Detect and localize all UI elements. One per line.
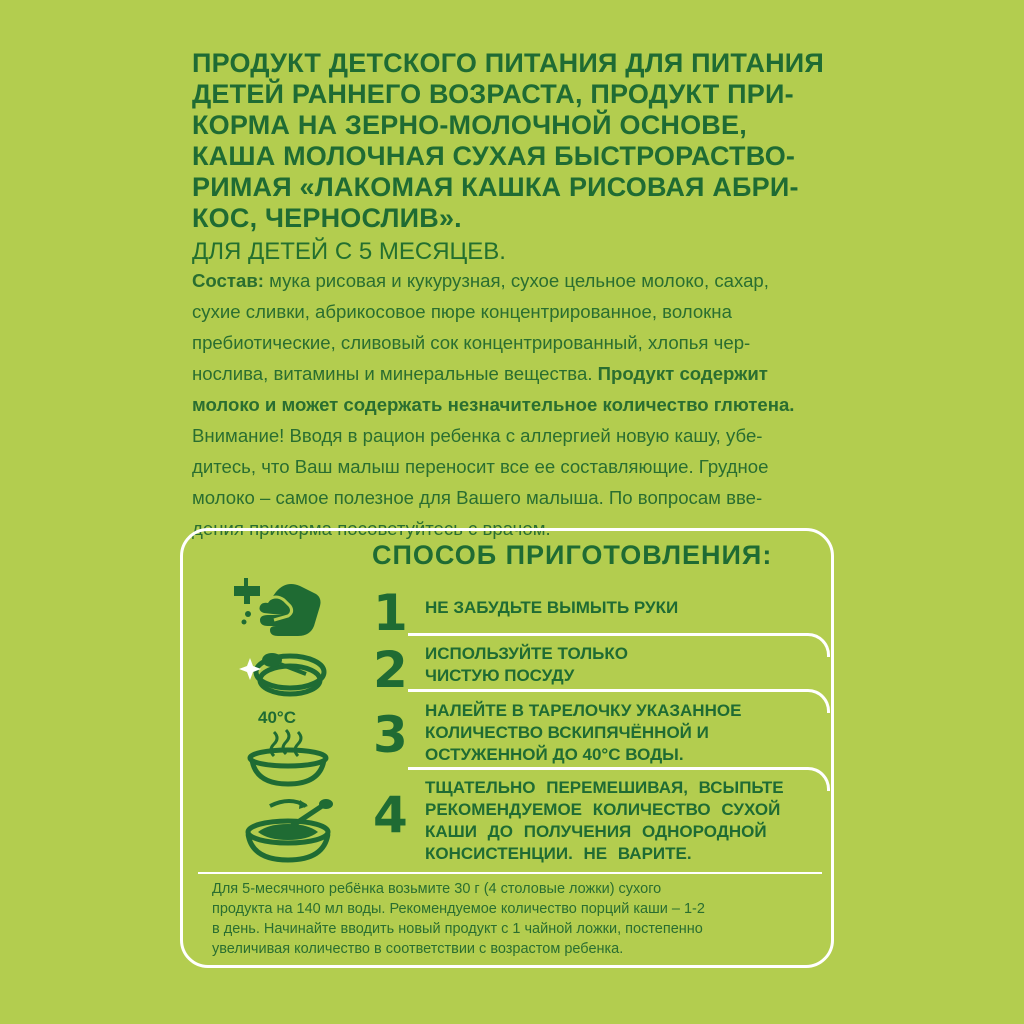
- composition-line: Состав: мука рисовая и кукурузная, сухое цельное молоко, сахар,: [192, 270, 769, 291]
- warning-line: дитесь, что Ваш малыш переносит все ее составляющие. Грудное: [192, 456, 769, 477]
- step-number: 2: [373, 641, 408, 699]
- warning-line: Внимание! Вводя в рацион ребенка с аллергией новую кашу, убе-: [192, 425, 763, 446]
- title-line: ДЕТЕЙ РАННЕГО ВОЗРАСТА, ПРОДУКТ ПРИ-: [192, 79, 794, 109]
- composition-line: пребиотические, сливовый сок концентрированный, хлопья чер-: [192, 332, 751, 353]
- warm-water-bowl-icon: [244, 728, 332, 788]
- allergen-line: молоко и может содержать незначительное количество глютена.: [192, 394, 795, 415]
- title-line: ПРОДУКТ ДЕТСКОГО ПИТАНИЯ ДЛЯ ПИТАНИЯ: [192, 48, 824, 78]
- step-text: ИСПОЛЬЗУЙТЕ ТОЛЬКО ЧИСТУЮ ПОСУДУ: [425, 644, 628, 685]
- composition-line: сухие сливки, абрикосовое пюре концентрированное, волокна: [192, 301, 732, 322]
- age-label: ДЛЯ ДЕТЕЙ С 5 МЕСЯЦЕВ.: [192, 238, 506, 265]
- step-number: 3: [373, 706, 408, 764]
- note-line: в день. Начинайте вводить новый продукт с 1 чайной ложки, постепенно: [212, 921, 703, 937]
- temperature-label: 40°C: [258, 708, 296, 727]
- hand-washing-icon: [228, 570, 328, 640]
- warning-line: молоко – самое полезное для Вашего малыша. По вопросам вве-: [192, 487, 763, 508]
- warning-line: дения прикорма посоветуйтесь с врачом.: [192, 518, 551, 539]
- composition-line: нослива, витамины и минеральные вещества. Продукт содержит: [192, 363, 768, 384]
- step-divider: [408, 689, 806, 692]
- product-title: [192, 48, 832, 234]
- title-line: КОРМА НА ЗЕРНО-МОЛОЧНОЙ ОСНОВЕ,: [192, 110, 747, 140]
- dosage-note: [212, 879, 818, 959]
- composition-block: [192, 265, 832, 544]
- stirring-bowl-icon: [242, 796, 334, 864]
- step-text: НЕ ЗАБУДЬТЕ ВЫМЫТЬ РУКИ: [425, 598, 679, 617]
- clean-bowl-icon: [236, 642, 328, 702]
- step-text: ТЩАТЕЛЬНО ПЕРЕМЕШИВАЯ, ВСЫПЬТЕ РЕКОМЕНДУЕМОЕ КОЛИЧЕСТВО СУХОЙ КАШИ ДО ПОЛУЧЕНИЯ ОДНОРОДНОЙ КОНСИСТЕНЦИИ. НЕ ВАРИТЕ.: [425, 778, 784, 863]
- title-line: КАША МОЛОЧНАЯ СУХАЯ БЫСТРОРАСТВО-: [192, 141, 796, 171]
- step-number: 1: [373, 584, 408, 642]
- title-line: РИМАЯ «ЛАКОМАЯ КАШКА РИСОВАЯ АБРИ-: [192, 172, 799, 202]
- title-line: КОС, ЧЕРНОСЛИВ».: [192, 203, 462, 233]
- note-line: продукта на 140 мл воды. Рекомендуемое количество порций каши – 1-2: [212, 901, 705, 917]
- step-divider: [408, 633, 806, 636]
- step-number: 4: [373, 786, 408, 844]
- composition-label: Состав:: [192, 270, 264, 291]
- note-line: Для 5-месячного ребёнка возьмите 30 г (4 столовые ложки) сухого: [212, 881, 662, 897]
- method-title: СПОСОБ ПРИГОТОВЛЕНИЯ:: [372, 540, 773, 570]
- step-text: НАЛЕЙТЕ В ТАРЕЛОЧКУ УКАЗАННОЕ КОЛИЧЕСТВО ВСКИПЯЧЁННОЙ И ОСТУЖЕННОЙ ДО 40°С ВОДЫ.: [425, 701, 742, 764]
- note-divider: [198, 872, 822, 874]
- step-divider: [408, 767, 806, 770]
- note-line: увеличивая количество в соответствии с возрастом ребенка.: [212, 941, 624, 957]
